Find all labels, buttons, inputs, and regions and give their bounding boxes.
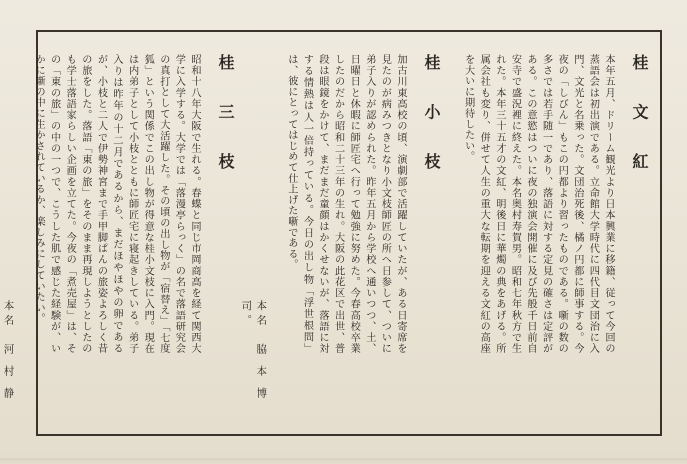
section-katsura-bunko: [443, 40, 648, 426]
section-heading: 桂 小 枝: [422, 54, 441, 184]
section-body: 本年五月、ドリーム観光より日本興業に移籍、従って今回の蒸語会は初出演である。立命館大学時代に四代目文団治に入門、文光と名乗った。文団治死後、橘ノ円都に師事する。今夜の「しびん」もこの円都より習ったものである。噺の数の多さでは若手随一であり、落語に対する定見の確さは定評がある。この意慾はついに夜の独演会開催に及び先般千日前自安寺で盛況裡に終えた。本名奥村寿賀男。昭和七年秋方で生れた。本年三十五才の文紅、明後日に華燭の典をあげる。所属会社も変り、併せて人生の重大な転期を迎える文紅の高座を大いに期待したい。: [462, 54, 614, 354]
section-katsura-sanshi: [2, 40, 235, 426]
section-heading: 桂 三 枝: [216, 54, 235, 184]
performer-real-name: 本名 河 村 静: [2, 300, 15, 402]
section-body: 昭和十八年大阪で生れる。春蝶と同じ市岡商高を経て関西大学に入学する。大学では「落漫亭らっく」の名で落語研究会の真打として大活躍した。その頃の出し物が「宿替え」「七度狐」という関係でこの出し物が得意な桂小文枝に入門。現在は内弟子として小枝とともに師匠宅に寝起きしている。弟子入りは昨年の十二月であるから、まだほやほやの卵であるが、小枝と二人で伊勢神宮まで手甲脚ぱんの旅姿よろしく昔の旅をした。落語「東の旅」をそのまま再現しようとしたのも学士落語家らしい企画を立てた。今夜の「煮売屋」は、その「東の旅」の中の一つで、こうした肌で感じた経験が、いかに噺の中に生かされているか、楽しみにしていたい。: [33, 54, 200, 354]
section-body: 加古川東高校の頃、演劇部で活躍していたが、ある日寄席を見たのが病みつきとなり小文枝師匠の所へ日参して、ついに弟子入りが認められた。昨年五月から学校へ通いつつ、土、日曜日と休暇に師匠宅へ行って勉強に努めた。今春高校卒業したのだから昭和二十三年の生れ。大阪の此花区で出世、普段は眼鏡をかけて、まだまだ童顔はかくせないが、落語に対する情熱は人一倍持っている。今日の出し物「浮世根問」は、彼にとってはじめて仕上げた噺である。: [285, 54, 406, 354]
section-heading: 桂 文 紅: [630, 54, 649, 184]
section-katsura-koeda: [240, 40, 440, 426]
paper-crease: [0, 458, 687, 464]
performer-real-name: 本名 脇 本 博 司。: [240, 300, 268, 402]
program-frame: [2, 30, 662, 436]
